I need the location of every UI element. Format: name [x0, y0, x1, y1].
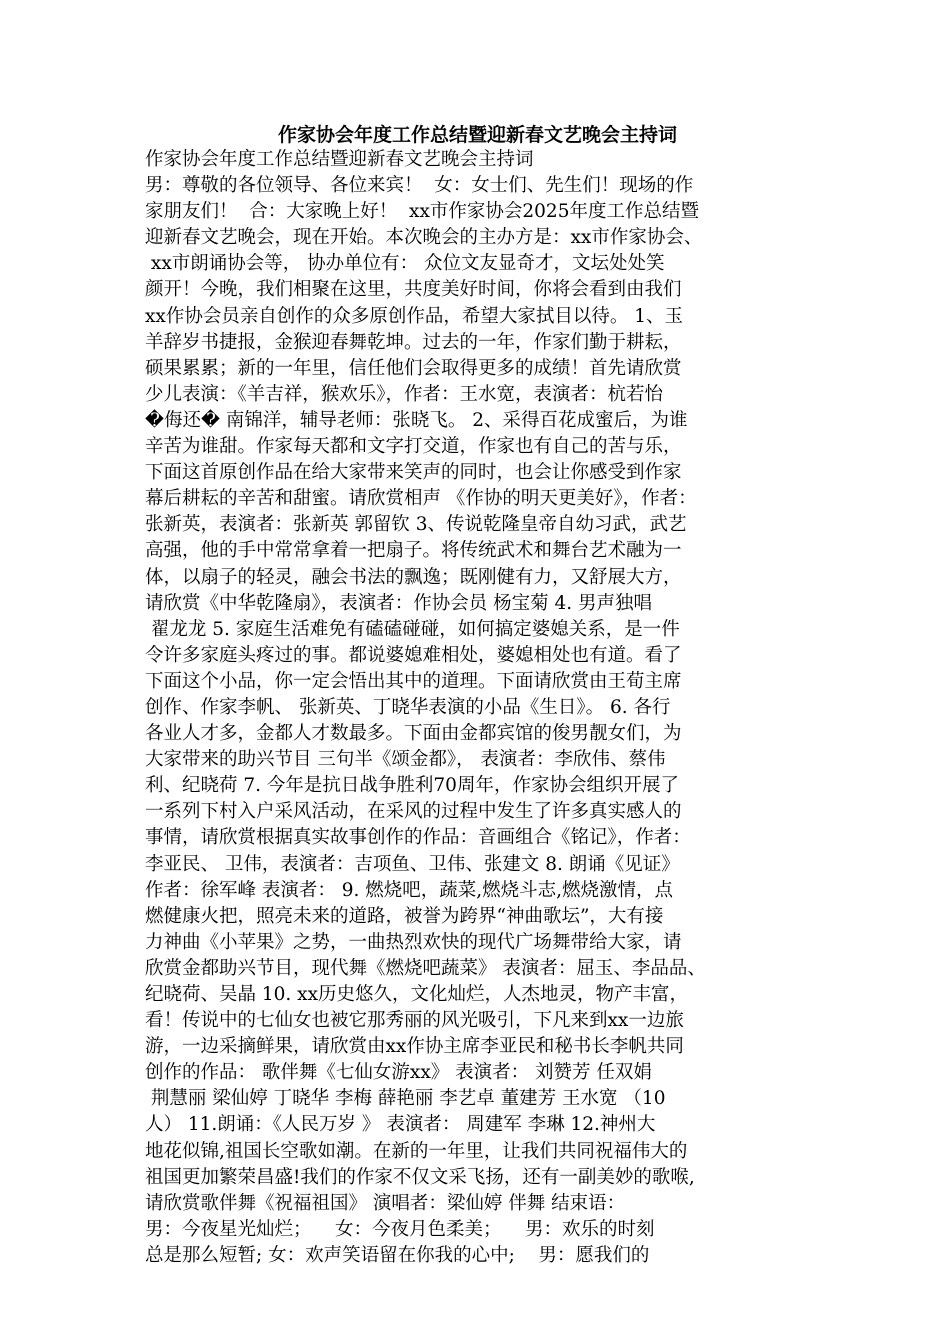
text-line: 游，一边采摘鲜果，请欣赏由xx作协主席李亚民和秘书长李帆共同	[145, 1036, 684, 1058]
text-line: 幕后耕耘的辛苦和甜蜜。请欣赏相声 《作协的明天更美好》，作者：	[145, 488, 697, 510]
text-line: 请欣赏《中华乾隆扇》，表演者：作协会员 杨宝菊 4. 男声独唱	[145, 592, 653, 614]
text-line: 作家协会年度工作总结暨迎新春文艺晚会主持词	[145, 149, 534, 170]
text-line: 事情，请欣赏根据真实故事创作的作品：音画组合《铭记》，作者：	[145, 827, 691, 849]
text-line: xx市朗诵协会等， 协办单位有： 众位文友显奇才，文坛处处笑	[145, 253, 665, 275]
text-line: 大家带来的助兴节目 三句半《颂金都》， 表演者：李欣伟、蔡伟	[145, 749, 666, 771]
text-line: 硕果累累；新的一年里，信任他们会取得更多的成绩！首先请欣赏	[145, 357, 682, 379]
text-line: 荆慧丽 梁仙婷 丁晓华 李梅 薛艳丽 李艺卓 董建芳 王水宽 （10	[145, 1088, 666, 1110]
text-line: xx作协会员亲自创作的众多原创作品，希望大家拭目以待。 1、玉	[145, 305, 684, 327]
document-title: 作家协会年度工作总结暨迎新春文艺晚会主持词	[277, 124, 677, 146]
text-line: 总是那么短暂; 女：欢声笑语留在你我的心中; 男：愿我们的	[145, 1244, 650, 1266]
text-line: 作者：徐军峰 表演者： 9. 燃烧吧，蔬菜,燃烧斗志,燃烧激情，点	[145, 879, 674, 901]
text-line: 辛苦为谁甜。作家每天都和文字打交道，作家也有自己的苦与乐，	[145, 436, 682, 458]
text-line: 利、纪晓荷 7. 今年是抗日战争胜利70周年，作家协会组织开展了	[145, 775, 679, 797]
text-line: 家朋友们！ 合：大家晚上好！ xx市作家协会2025年度工作总结暨	[145, 201, 699, 223]
text-line: 男：今夜星光灿烂； 女：今夜月色柔美； 男：欢乐的时刻	[145, 1218, 655, 1240]
text-line: 各业人才多，金都人才数最多。下面由金都宾馆的俊男靓女们，为	[145, 723, 682, 745]
text-line: 高强，他的手中常常拿着一把扇子。将传统武术和舞台艺术融为一	[145, 540, 682, 562]
document-body	[145, 147, 825, 1269]
text-line: 祖国更加繁荣昌盛!我们的作家不仅文采飞扬，还有一副美妙的歌喉,	[145, 1166, 695, 1188]
text-line: 少儿表演：《羊吉祥，猴欢乐》，作者：王水宽，表演者：杭若怡	[145, 383, 664, 405]
text-line: 李亚民、 卫伟，表演者：吉项鱼、卫伟、张建文 8. 朗诵《见证》	[145, 853, 680, 875]
text-line: 创作的作品： 歌伴舞《七仙女游xx》 表演者： 刘赞芳 任双娟	[145, 1062, 652, 1084]
text-line: 下面这个小品，你一定会悟出其中的道理。下面请欣赏由王荀主席	[145, 670, 682, 692]
text-line: 羊辞岁书捷报，金猴迎春舞乾坤。过去的一年，作家们勤于耕耘，	[145, 331, 682, 353]
text-line: 颜开！今晚，我们相聚在这里，共度美好时间，你将会看到由我们	[145, 279, 682, 301]
text-line: 张新英，表演者：张新英 郭留钦 3、传说乾隆皇帝自幼习武，武艺	[145, 514, 687, 536]
text-line: 人） 11.朗诵：《人民万岁 》 表演者： 周建军 李琳 12.神州大	[145, 1114, 656, 1136]
text-line: 请欣赏歌伴舞《祝福祖国》 演唱者：梁仙婷 伴舞 结束语：	[145, 1192, 626, 1214]
text-line: 创作、作家李帆、 张新英、丁晓华表演的小品《生日》。 6. 各行	[145, 696, 671, 718]
text-line: 看！传说中的七仙女也被它那秀丽的风光吸引，下凡来到xx一边旅	[145, 1010, 684, 1032]
text-line: 迎新春文艺晚会，现在开始。本次晚会的主办方是：xx市作家协会、	[145, 227, 703, 249]
text-line: �侮还� 南锦洋，辅导老师：张晓飞。 2、采得百花成蜜后，为谁	[145, 409, 688, 431]
text-line: 燃健康火把，照亮未来的道路，被誉为跨界“神曲歌坛”，大有接	[145, 905, 664, 927]
text-line: 男：尊敬的各位领导、各位来宾！ 女：女士们、先生们！现场的作	[145, 175, 694, 197]
text-line: 纪晓荷、吴晶 10. xx历史悠久，文化灿烂，人杰地灵，物产丰富，	[145, 984, 689, 1005]
text-line: 下面这首原创作品在给大家带来笑声的同时，也会让你感受到作家	[145, 462, 682, 484]
text-line: 令许多家庭头疼过的事。都说婆媳难相处，婆媳相处也有道。看了	[145, 644, 682, 666]
text-line: 欣赏金都助兴节目，现代舞《燃烧吧蔬菜》 表演者：屈玉、李品品、	[145, 957, 706, 979]
text-line: 翟龙龙 5. 家庭生活难免有磕磕碰碰，如何搞定婆媳关系，是一件	[145, 618, 680, 640]
text-line: 地花似锦,祖国长空歌如潮。在新的一年里，让我们共同祝福伟大的	[145, 1140, 688, 1162]
text-line: 体，以扇子的轻灵，融会书法的飘逸；既刚健有力，又舒展大方，	[145, 566, 682, 588]
text-line: 力神曲《小苹果》之势，一曲热烈欢快的现代广场舞带给大家，请	[145, 931, 682, 953]
text-line: 一系列下村入户采风活动，在采风的过程中发生了许多真实感人的	[145, 801, 682, 823]
